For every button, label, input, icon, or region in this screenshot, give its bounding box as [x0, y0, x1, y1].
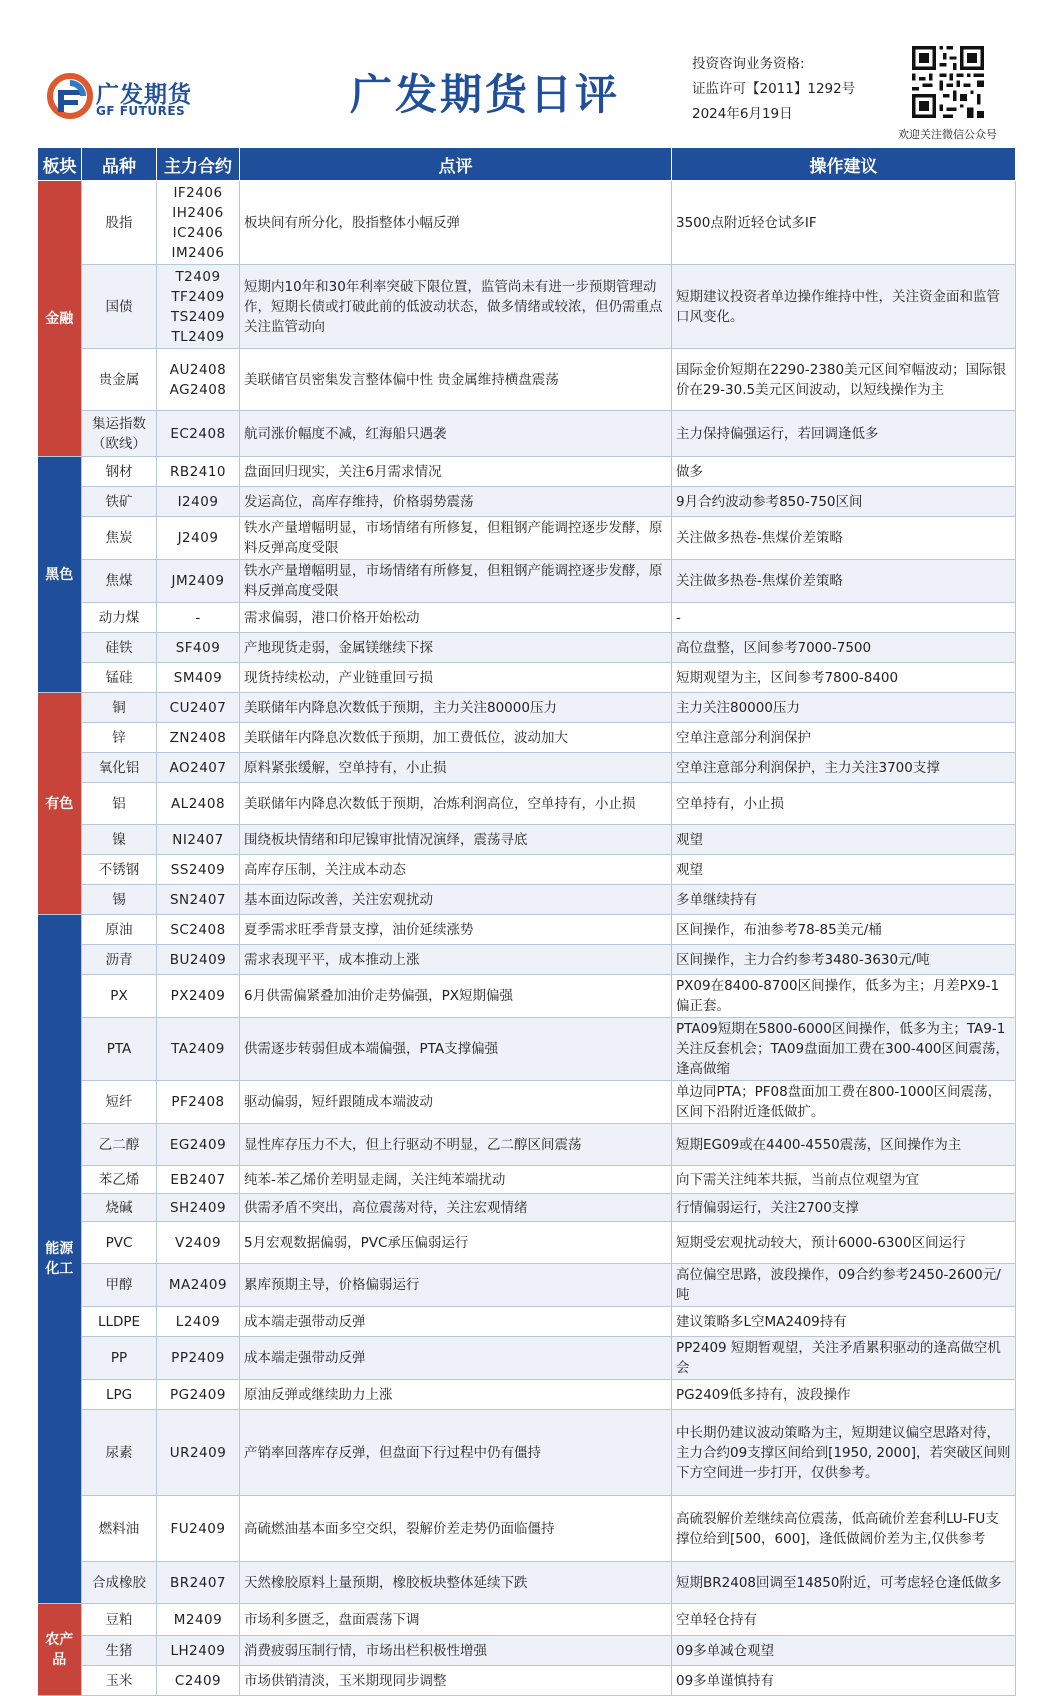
sector-label: 能源化工 — [45, 1241, 74, 1277]
table-row — [38, 265, 1016, 349]
comment-cell: 美联储年内降息次数低于预期，加工费低位，波动加大 — [240, 723, 672, 753]
comment-cell: 需求偏弱，港口价格开始松动 — [240, 603, 672, 633]
advice-cell: 做多 — [672, 457, 1016, 487]
sector-label: 农产品 — [45, 1631, 74, 1668]
advice-cell: 关注做多热卷-焦煤价差策略 — [672, 560, 1016, 603]
advice-cell: 短期观望为主，区间参考7800-8400 — [672, 663, 1016, 693]
variety-cell: PTA — [82, 1018, 157, 1081]
table-row — [38, 349, 1016, 411]
advice-cell: 9月合约波动参考850-750区间 — [672, 487, 1016, 517]
comment-cell: 市场供销清淡，玉米期现同步调整 — [240, 1666, 672, 1696]
contract-cell — [157, 633, 240, 663]
advice-cell: 空单注意部分利润保护，主力关注3700支撑 — [672, 753, 1016, 783]
contract-cell — [157, 265, 240, 349]
advice-cell: 区间操作，主力合约参考3480-3630元/吨 — [672, 945, 1016, 975]
contract-code: LH2409 — [170, 1642, 226, 1659]
contract-cell — [157, 693, 240, 723]
contract-code: EB2407 — [170, 1171, 226, 1188]
comment-cell: 累库预期主导，价格偏弱运行 — [240, 1264, 672, 1307]
table-row — [38, 411, 1016, 457]
contract-code: EG2409 — [169, 1136, 227, 1153]
contract-cell — [157, 560, 240, 603]
variety-cell: 锰硅 — [82, 663, 157, 693]
variety-cell: 氧化铝 — [82, 753, 157, 783]
table-row — [38, 603, 1016, 633]
contract-cell — [157, 723, 240, 753]
contract-code: - — [195, 609, 201, 626]
contract-code: TA2409 — [171, 1041, 225, 1057]
contract-code: AL2408 — [170, 795, 226, 812]
variety-cell: LLDPE — [82, 1307, 157, 1337]
column-header-sector: 板块 — [38, 148, 82, 181]
report-date: 2024年6月19日 — [692, 106, 793, 122]
comment-cell: 5月宏观数据偏弱，PVC承压偏弱运行 — [240, 1222, 672, 1264]
comment-cell: 原油反弹或继续助力上涨 — [240, 1380, 672, 1410]
table-row — [38, 1636, 1016, 1666]
advice-cell: 短期建议投资者单边操作维持中性，关注资金面和监管口风变化。 — [672, 265, 1016, 349]
column-header-advice: 操作建议 — [672, 148, 1016, 181]
contract-code: AG2408 — [169, 381, 227, 398]
comment-cell: 成本端走强带动反弹 — [240, 1307, 672, 1337]
variety-cell: 焦炭 — [82, 517, 157, 560]
sector-label: 黑色 — [45, 566, 74, 583]
contract-code: TL2409 — [171, 328, 225, 345]
variety-cell: PVC — [82, 1222, 157, 1264]
logo-english-name: GF FUTURES — [96, 104, 186, 118]
sector-cell — [38, 181, 82, 457]
contract-cell — [157, 753, 240, 783]
contract-code: PF2408 — [171, 1094, 225, 1110]
qualification-info — [692, 52, 855, 127]
table-row — [38, 915, 1016, 945]
comment-cell: 航司涨价幅度不减，红海船只遇袭 — [240, 411, 672, 457]
variety-cell: 镍 — [82, 825, 157, 855]
futures-review-table — [37, 147, 1016, 1696]
contract-code: SM409 — [173, 669, 223, 686]
contract-cell — [157, 457, 240, 487]
contract-code: FU2409 — [170, 1520, 226, 1537]
comment-cell: 显性库存压力不大，但上行驱动不明显，乙二醇区间震荡 — [240, 1124, 672, 1166]
advice-cell: 高硫裂解价差继续高位震荡，低高硫价差套利LU-FU支撑位给到[500，600]，逢低做阔价差为主,仅供参考 — [672, 1496, 1016, 1562]
contract-cell — [157, 517, 240, 560]
advice-cell: 短期EG09或在4400-4550震荡，区间操作为主 — [672, 1124, 1016, 1166]
contract-cell — [157, 1307, 240, 1337]
contract-code: BU2409 — [169, 951, 227, 968]
contract-code: T2409 — [175, 268, 221, 285]
contract-code: EC2408 — [170, 425, 226, 442]
variety-cell: 国债 — [82, 265, 157, 349]
contract-code: PG2409 — [170, 1386, 226, 1403]
contract-cell — [157, 1562, 240, 1604]
table-row — [38, 753, 1016, 783]
variety-cell: 不锈钢 — [82, 855, 157, 885]
sector-label: 有色 — [45, 795, 74, 812]
advice-cell: 3500点附近轻仓试多IF — [672, 181, 1016, 265]
contract-cell — [157, 1636, 240, 1666]
table-row — [38, 1380, 1016, 1410]
comment-cell: 发运高位，高库存维持，价格弱势震荡 — [240, 487, 672, 517]
variety-cell: 铁矿 — [82, 487, 157, 517]
variety-cell: 甲醇 — [82, 1264, 157, 1307]
advice-cell: 短期BR2408回调至14850附近，可考虑轻仓逢低做多 — [672, 1562, 1016, 1604]
contract-code: AU2408 — [169, 361, 227, 378]
qualification-line: 投资咨询业务资格: — [692, 56, 805, 72]
table-header-row — [38, 148, 1016, 181]
advice-cell: PP2409 短期暂观望，关注矛盾累积驱动的逢高做空机会 — [672, 1337, 1016, 1380]
table-row — [38, 1124, 1016, 1166]
contract-code: J2409 — [177, 530, 219, 546]
contract-code: SC2408 — [170, 921, 226, 938]
contract-cell — [157, 487, 240, 517]
comment-cell: 夏季需求旺季背景支撑，油价延续涨势 — [240, 915, 672, 945]
contract-cell — [157, 1264, 240, 1307]
logo-chinese-name: 广发期货 — [96, 82, 192, 108]
comment-cell: 供需矛盾不突出，高位震荡对待，关注宏观情绪 — [240, 1194, 672, 1222]
variety-cell: 短纤 — [82, 1081, 157, 1124]
table-row — [38, 1666, 1016, 1696]
contract-code: JM2409 — [171, 573, 225, 589]
variety-cell: 尿素 — [82, 1410, 157, 1496]
comment-cell: 产销率回落库存反弹，但盘面下行过程中仍有僵持 — [240, 1410, 672, 1496]
advice-cell: 建议策略多L空MA2409持有 — [672, 1307, 1016, 1337]
contract-cell — [157, 915, 240, 945]
contract-cell — [157, 181, 240, 265]
table-row — [38, 693, 1016, 723]
variety-cell: 燃料油 — [82, 1496, 157, 1562]
column-header-contract: 主力合约 — [157, 148, 240, 181]
contract-cell — [157, 1018, 240, 1081]
table-row — [38, 517, 1016, 560]
contract-cell — [157, 411, 240, 457]
page-title: 广发期货日评 — [350, 70, 621, 119]
futures-review-table-container — [37, 147, 1015, 1696]
column-header-comment: 点评 — [240, 148, 672, 181]
comment-cell: 板块间有所分化，股指整体小幅反弹 — [240, 181, 672, 265]
sector-cell — [38, 915, 82, 1604]
table-row — [38, 560, 1016, 603]
variety-cell: 铝 — [82, 783, 157, 825]
contract-code: IM2406 — [171, 244, 225, 261]
contract-cell — [157, 1222, 240, 1264]
comment-cell: 短期内10年和30年利率突破下限位置，监管尚未有进一步预期管理动作，短期长债或打破此前的低波动状态，做多情绪或较浓，但仍需重点关注监管动向 — [240, 265, 672, 349]
variety-cell: 贵金属 — [82, 349, 157, 411]
variety-cell: 动力煤 — [82, 603, 157, 633]
comment-cell: 铁水产量增幅明显，市场情绪有所修复，但粗钢产能调控逐步发酵，原料反弹高度受限 — [240, 560, 672, 603]
contract-cell — [157, 1496, 240, 1562]
variety-cell: 乙二醇 — [82, 1124, 157, 1166]
advice-cell: 主力关注80000压力 — [672, 693, 1016, 723]
advice-cell: 主力保持偏强运行，若回调逢低多 — [672, 411, 1016, 457]
variety-cell: 锡 — [82, 885, 157, 915]
contract-cell — [157, 663, 240, 693]
contract-code: TF2409 — [171, 288, 225, 305]
table-row — [38, 487, 1016, 517]
advice-cell: 多单继续持有 — [672, 885, 1016, 915]
table-row — [38, 1562, 1016, 1604]
contract-cell — [157, 1410, 240, 1496]
contract-code: I2409 — [177, 493, 219, 510]
contract-cell — [157, 1337, 240, 1380]
table-row — [38, 1194, 1016, 1222]
comment-cell: 驱动偏弱，短纤跟随成本端波动 — [240, 1081, 672, 1124]
contract-code: RB2410 — [170, 463, 226, 480]
variety-cell: 豆粕 — [82, 1604, 157, 1636]
table-row — [38, 1081, 1016, 1124]
table-body — [38, 181, 1016, 1696]
variety-cell: 玉米 — [82, 1666, 157, 1696]
gf-logo-mark-icon — [48, 74, 92, 118]
variety-cell: LPG — [82, 1380, 157, 1410]
advice-cell: 高位盘整，区间参考7000-7500 — [672, 633, 1016, 663]
contract-cell — [157, 1081, 240, 1124]
variety-cell: 铜 — [82, 693, 157, 723]
table-row — [38, 1337, 1016, 1380]
table-row — [38, 1264, 1016, 1307]
contract-code: BR2407 — [170, 1574, 226, 1591]
contract-code: TS2409 — [170, 308, 226, 325]
comment-cell: 天然橡胶原料上量预期，橡胶板块整体延续下跌 — [240, 1562, 672, 1604]
comment-cell: 高库存压制，关注成本动态 — [240, 855, 672, 885]
table-row — [38, 181, 1016, 265]
contract-code: AO2407 — [169, 759, 227, 776]
variety-cell: PP — [82, 1337, 157, 1380]
table-row — [38, 945, 1016, 975]
table-row — [38, 825, 1016, 855]
contract-code: CU2407 — [169, 699, 227, 716]
table-row — [38, 1018, 1016, 1081]
variety-cell: 原油 — [82, 915, 157, 945]
variety-cell: 合成橡胶 — [82, 1562, 157, 1604]
contract-code: PP2409 — [171, 1350, 225, 1366]
contract-code: SN2407 — [169, 891, 227, 908]
contract-cell — [157, 349, 240, 411]
table-row — [38, 783, 1016, 825]
comment-cell: 市场利多匮乏，盘面震荡下调 — [240, 1604, 672, 1636]
contract-code: UR2409 — [169, 1444, 227, 1461]
contract-cell — [157, 1380, 240, 1410]
contract-cell — [157, 885, 240, 915]
table-row — [38, 1410, 1016, 1496]
variety-cell: 集运指数（欧线） — [82, 411, 157, 457]
contract-cell — [157, 1166, 240, 1194]
table-row — [38, 457, 1016, 487]
comment-cell: 消费疲弱压制行情，市场出栏积极性增强 — [240, 1636, 672, 1666]
contract-cell — [157, 1666, 240, 1696]
comment-cell: 美联储年内降息次数低于预期，主力关注80000压力 — [240, 693, 672, 723]
sector-label: 金融 — [45, 310, 74, 327]
advice-cell: 观望 — [672, 855, 1016, 885]
contract-code: ZN2408 — [169, 729, 227, 746]
advice-cell: 国际金价短期在2290-2380美元区间窄幅波动；国际银价在29-30.5美元区间波动，以短线操作为主 — [672, 349, 1016, 411]
contract-cell — [157, 1124, 240, 1166]
comment-cell: 盘面回归现实，关注6月需求情况 — [240, 457, 672, 487]
variety-cell: 钢材 — [82, 457, 157, 487]
advice-cell: 空单持有，小止损 — [672, 783, 1016, 825]
table-row — [38, 1307, 1016, 1337]
contract-cell — [157, 783, 240, 825]
advice-cell: 09多单谨慎持有 — [672, 1666, 1016, 1696]
table-row — [38, 633, 1016, 663]
column-header-variety: 品种 — [82, 148, 157, 181]
advice-cell: - — [672, 603, 1016, 633]
advice-cell: PTA09短期在5800-6000区间操作，低多为主；TA9-1关注反套机会；TA09盘面加工费在300-400区间震荡，逢高做缩 — [672, 1018, 1016, 1081]
contract-code: MA2409 — [168, 1277, 228, 1293]
comment-cell: 基本面边际改善，关注宏观扰动 — [240, 885, 672, 915]
table-row — [38, 1166, 1016, 1194]
contract-cell — [157, 855, 240, 885]
comment-cell: 铁水产量增幅明显，市场情绪有所修复，但粗钢产能调控逐步发酵，原料反弹高度受限 — [240, 517, 672, 560]
wechat-qr-code-icon[interactable] — [912, 46, 984, 118]
comment-cell: 需求表现平平，成本推动上涨 — [240, 945, 672, 975]
contract-code: C2409 — [174, 1672, 222, 1689]
comment-cell: 高硫燃油基本面多空交织，裂解价差走势仍面临僵持 — [240, 1496, 672, 1562]
gf-futures-logo — [48, 72, 208, 124]
contract-cell — [157, 975, 240, 1018]
advice-cell: 空单轻仓持有 — [672, 1604, 1016, 1636]
advice-cell: 空单注意部分利润保护 — [672, 723, 1016, 753]
table-row — [38, 1496, 1016, 1562]
contract-cell — [157, 825, 240, 855]
qr-caption: 欢迎关注微信公众号 — [898, 128, 997, 141]
advice-cell: 向下需关注纯苯共振，当前点位观望为宜 — [672, 1166, 1016, 1194]
advice-cell: 区间操作，布油参考78-85美元/桶 — [672, 915, 1016, 945]
comment-cell: 纯苯-苯乙烯价差明显走阔，关注纯苯端扰动 — [240, 1166, 672, 1194]
contract-code: V2409 — [174, 1234, 222, 1251]
contract-code: SH2409 — [169, 1199, 227, 1216]
sector-cell — [38, 1604, 82, 1696]
contract-code: IF2406 — [173, 184, 223, 201]
advice-cell: 行情偏弱运行，关注2700支撑 — [672, 1194, 1016, 1222]
advice-cell: 单边同PTA；PF08盘面加工费在800-1000区间震荡，区间下沿附近逢低做扩。 — [672, 1081, 1016, 1124]
comment-cell: 产地现货走弱，金属镁继续下探 — [240, 633, 672, 663]
advice-cell: 中长期仍建议波动策略为主，短期建议偏空思路对待，主力合约09支撑区间给到[1950, 2000]，若突破区间则下方空间进一步打开，仅供参考。 — [672, 1410, 1016, 1496]
advice-cell: 09多单减仓观望 — [672, 1636, 1016, 1666]
variety-cell: 苯乙烯 — [82, 1166, 157, 1194]
license-number: 证监许可【2011】1292号 — [692, 81, 856, 97]
advice-cell: 短期受宏观扰动较大，预计6000-6300区间运行 — [672, 1222, 1016, 1264]
comment-cell: 供需逐步转弱但成本端偏强，PTA支撑偏强 — [240, 1018, 672, 1081]
table-row — [38, 975, 1016, 1018]
table-row — [38, 1604, 1016, 1636]
sector-cell — [38, 457, 82, 693]
contract-code: L2409 — [175, 1313, 221, 1330]
contract-code: IC2406 — [172, 224, 224, 241]
contract-code: SS2409 — [170, 861, 226, 878]
contract-cell — [157, 1604, 240, 1636]
variety-cell: 烧碱 — [82, 1194, 157, 1222]
contract-code: SF409 — [175, 639, 221, 656]
comment-cell: 现货持续松动，产业链重回亏损 — [240, 663, 672, 693]
comment-cell: 美联储官员密集发言整体偏中性 贵金属维持横盘震荡 — [240, 349, 672, 411]
comment-cell: 原料紧张缓解，空单持有，小止损 — [240, 753, 672, 783]
contract-code: IH2406 — [172, 204, 224, 221]
contract-code: NI2407 — [172, 831, 224, 848]
advice-cell: PX09在8400-8700区间操作，低多为主；月差PX9-1偏正套。 — [672, 975, 1016, 1018]
variety-cell: 生猪 — [82, 1636, 157, 1666]
table-row — [38, 885, 1016, 915]
contract-cell — [157, 1194, 240, 1222]
variety-cell: 锌 — [82, 723, 157, 753]
variety-cell: 焦煤 — [82, 560, 157, 603]
variety-cell: 股指 — [82, 181, 157, 265]
advice-cell: 观望 — [672, 825, 1016, 855]
contract-cell — [157, 603, 240, 633]
variety-cell: 沥青 — [82, 945, 157, 975]
advice-cell: PG2409低多持有，波段操作 — [672, 1380, 1016, 1410]
comment-cell: 美联储年内降息次数低于预期，冶炼利润高位，空单持有，小止损 — [240, 783, 672, 825]
advice-cell: 高位偏空思路，波段操作，09合约参考2450-2600元/吨 — [672, 1264, 1016, 1307]
variety-cell: 硅铁 — [82, 633, 157, 663]
advice-cell: 关注做多热卷-焦煤价差策略 — [672, 517, 1016, 560]
sector-cell — [38, 693, 82, 915]
contract-cell — [157, 945, 240, 975]
table-row — [38, 855, 1016, 885]
table-row — [38, 1222, 1016, 1264]
comment-cell: 6月供需偏紧叠加油价走势偏强，PX短期偏强 — [240, 975, 672, 1018]
contract-code: PX2409 — [170, 988, 226, 1004]
table-row — [38, 663, 1016, 693]
comment-cell: 围绕板块情绪和印尼镍审批情况演绎，震荡寻底 — [240, 825, 672, 855]
variety-cell: PX — [82, 975, 157, 1018]
table-row — [38, 723, 1016, 753]
comment-cell: 成本端走强带动反弹 — [240, 1337, 672, 1380]
contract-code: M2409 — [173, 1611, 223, 1628]
